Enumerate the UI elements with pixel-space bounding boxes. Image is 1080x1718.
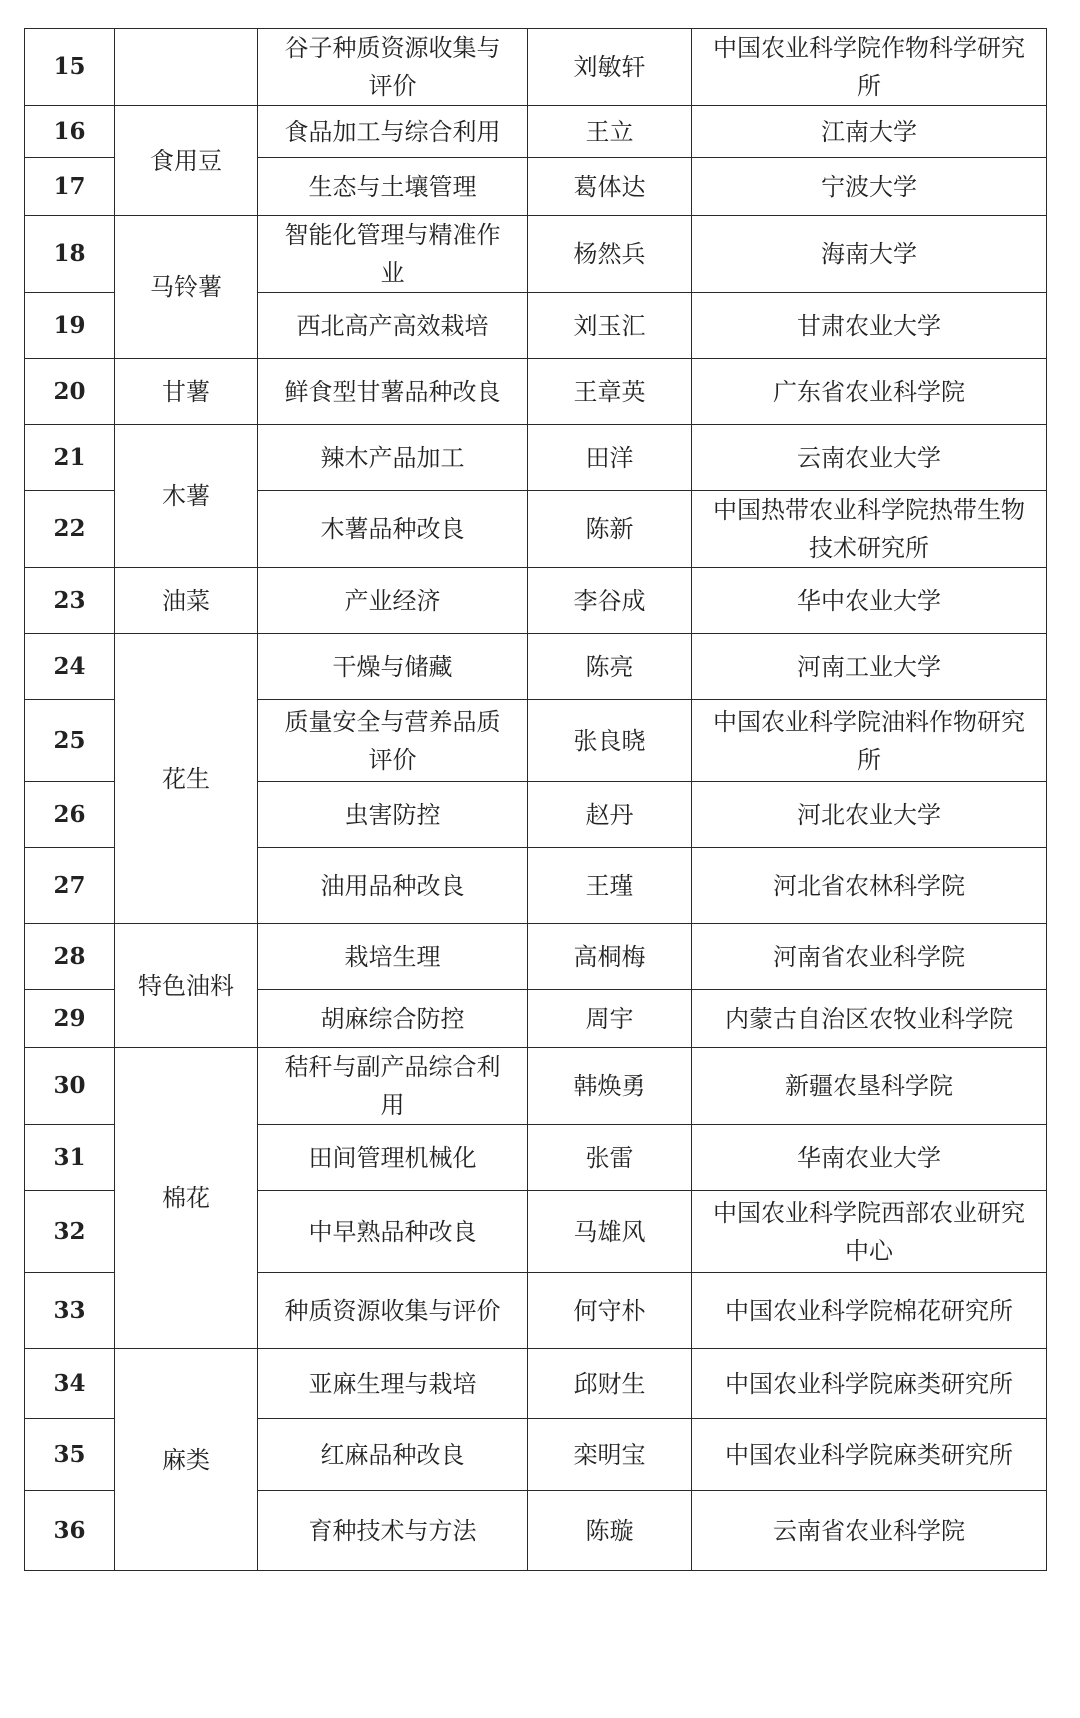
table-row xyxy=(25,216,1047,293)
expert-name-cell: 刘玉汇 xyxy=(528,293,692,359)
row-number: 26 xyxy=(25,782,115,848)
row-number: 21 xyxy=(25,425,115,491)
row-number: 27 xyxy=(25,848,115,924)
row-number: 19 xyxy=(25,293,115,359)
category-cell: 麻类 xyxy=(115,1349,258,1571)
unit-cell: 云南农业大学 xyxy=(692,425,1047,491)
expert-name-cell: 陈亮 xyxy=(528,634,692,700)
research-field-cell: 田间管理机械化 xyxy=(258,1125,528,1191)
category-cell: 棉花 xyxy=(115,1048,258,1349)
row-number: 29 xyxy=(25,990,115,1048)
row-number: 18 xyxy=(25,216,115,293)
row-number: 15 xyxy=(25,29,115,106)
category-cell: 食用豆 xyxy=(115,106,258,216)
unit-cell: 河北省农林科学院 xyxy=(692,848,1047,924)
category-cell: 花生 xyxy=(115,634,258,924)
table-row xyxy=(25,1349,1047,1419)
category-cell: 木薯 xyxy=(115,425,258,568)
row-number: 23 xyxy=(25,568,115,634)
table-row xyxy=(25,924,1047,990)
research-field-cell: 质量安全与营养品质评价 xyxy=(258,700,528,782)
table-row xyxy=(25,568,1047,634)
research-field-cell: 虫害防控 xyxy=(258,782,528,848)
expert-name-cell: 李谷成 xyxy=(528,568,692,634)
row-number: 22 xyxy=(25,491,115,568)
unit-cell: 内蒙古自治区农牧业科学院 xyxy=(692,990,1047,1048)
expert-name-cell: 刘敏轩 xyxy=(528,29,692,106)
unit-cell: 中国农业科学院棉花研究所 xyxy=(692,1273,1047,1349)
unit-cell: 中国农业科学院西部农业研究中心 xyxy=(692,1191,1047,1273)
unit-cell: 宁波大学 xyxy=(692,158,1047,216)
unit-cell: 广东省农业科学院 xyxy=(692,359,1047,425)
row-number: 31 xyxy=(25,1125,115,1191)
category-cell: 马铃薯 xyxy=(115,216,258,359)
research-field-cell: 木薯品种改良 xyxy=(258,491,528,568)
expert-name-cell: 葛体达 xyxy=(528,158,692,216)
unit-cell: 云南省农业科学院 xyxy=(692,1491,1047,1571)
unit-cell: 中国热带农业科学院热带生物技术研究所 xyxy=(692,491,1047,568)
row-number: 16 xyxy=(25,106,115,158)
unit-cell: 河北农业大学 xyxy=(692,782,1047,848)
research-field-cell: 种质资源收集与评价 xyxy=(258,1273,528,1349)
research-field-cell: 谷子种质资源收集与评价 xyxy=(258,29,528,106)
expert-table xyxy=(24,28,1047,1571)
unit-cell: 江南大学 xyxy=(692,106,1047,158)
unit-cell: 河南工业大学 xyxy=(692,634,1047,700)
unit-cell: 华中农业大学 xyxy=(692,568,1047,634)
research-field-cell: 育种技术与方法 xyxy=(258,1491,528,1571)
research-field-cell: 红麻品种改良 xyxy=(258,1419,528,1491)
research-field-cell: 栽培生理 xyxy=(258,924,528,990)
table-row xyxy=(25,1048,1047,1125)
research-field-cell: 辣木产品加工 xyxy=(258,425,528,491)
category-cell: 特色油料 xyxy=(115,924,258,1048)
category-cell xyxy=(115,29,258,106)
table-row xyxy=(25,359,1047,425)
research-field-cell: 中早熟品种改良 xyxy=(258,1191,528,1273)
expert-name-cell: 田洋 xyxy=(528,425,692,491)
expert-name-cell: 张雷 xyxy=(528,1125,692,1191)
table-body xyxy=(25,29,1047,1571)
row-number: 32 xyxy=(25,1191,115,1273)
category-cell: 甘薯 xyxy=(115,359,258,425)
research-field-cell: 食品加工与综合利用 xyxy=(258,106,528,158)
row-number: 30 xyxy=(25,1048,115,1125)
unit-cell: 甘肃农业大学 xyxy=(692,293,1047,359)
expert-name-cell: 王立 xyxy=(528,106,692,158)
expert-name-cell: 高桐梅 xyxy=(528,924,692,990)
category-cell: 油菜 xyxy=(115,568,258,634)
research-field-cell: 干燥与储藏 xyxy=(258,634,528,700)
research-field-cell: 生态与土壤管理 xyxy=(258,158,528,216)
expert-name-cell: 何守朴 xyxy=(528,1273,692,1349)
unit-cell: 中国农业科学院作物科学研究所 xyxy=(692,29,1047,106)
table-row xyxy=(25,106,1047,158)
unit-cell: 中国农业科学院麻类研究所 xyxy=(692,1419,1047,1491)
table-row xyxy=(25,634,1047,700)
row-number: 36 xyxy=(25,1491,115,1571)
expert-name-cell: 周宇 xyxy=(528,990,692,1048)
unit-cell: 中国农业科学院麻类研究所 xyxy=(692,1349,1047,1419)
research-field-cell: 亚麻生理与栽培 xyxy=(258,1349,528,1419)
table-row xyxy=(25,29,1047,106)
research-field-cell: 鲜食型甘薯品种改良 xyxy=(258,359,528,425)
row-number: 33 xyxy=(25,1273,115,1349)
research-field-cell: 秸秆与副产品综合利用 xyxy=(258,1048,528,1125)
expert-name-cell: 邱财生 xyxy=(528,1349,692,1419)
expert-name-cell: 杨然兵 xyxy=(528,216,692,293)
expert-name-cell: 王瑾 xyxy=(528,848,692,924)
row-number: 35 xyxy=(25,1419,115,1491)
row-number: 17 xyxy=(25,158,115,216)
unit-cell: 海南大学 xyxy=(692,216,1047,293)
unit-cell: 新疆农垦科学院 xyxy=(692,1048,1047,1125)
expert-name-cell: 陈璇 xyxy=(528,1491,692,1571)
expert-name-cell: 陈新 xyxy=(528,491,692,568)
expert-name-cell: 张良晓 xyxy=(528,700,692,782)
expert-name-cell: 栾明宝 xyxy=(528,1419,692,1491)
research-field-cell: 胡麻综合防控 xyxy=(258,990,528,1048)
research-field-cell: 油用品种改良 xyxy=(258,848,528,924)
expert-name-cell: 马雄风 xyxy=(528,1191,692,1273)
table-row xyxy=(25,425,1047,491)
unit-cell: 华南农业大学 xyxy=(692,1125,1047,1191)
research-field-cell: 智能化管理与精准作业 xyxy=(258,216,528,293)
row-number: 28 xyxy=(25,924,115,990)
row-number: 20 xyxy=(25,359,115,425)
row-number: 24 xyxy=(25,634,115,700)
unit-cell: 河南省农业科学院 xyxy=(692,924,1047,990)
expert-name-cell: 王章英 xyxy=(528,359,692,425)
expert-name-cell: 韩焕勇 xyxy=(528,1048,692,1125)
expert-name-cell: 赵丹 xyxy=(528,782,692,848)
row-number: 34 xyxy=(25,1349,115,1419)
research-field-cell: 产业经济 xyxy=(258,568,528,634)
unit-cell: 中国农业科学院油料作物研究所 xyxy=(692,700,1047,782)
row-number: 25 xyxy=(25,700,115,782)
research-field-cell: 西北高产高效栽培 xyxy=(258,293,528,359)
